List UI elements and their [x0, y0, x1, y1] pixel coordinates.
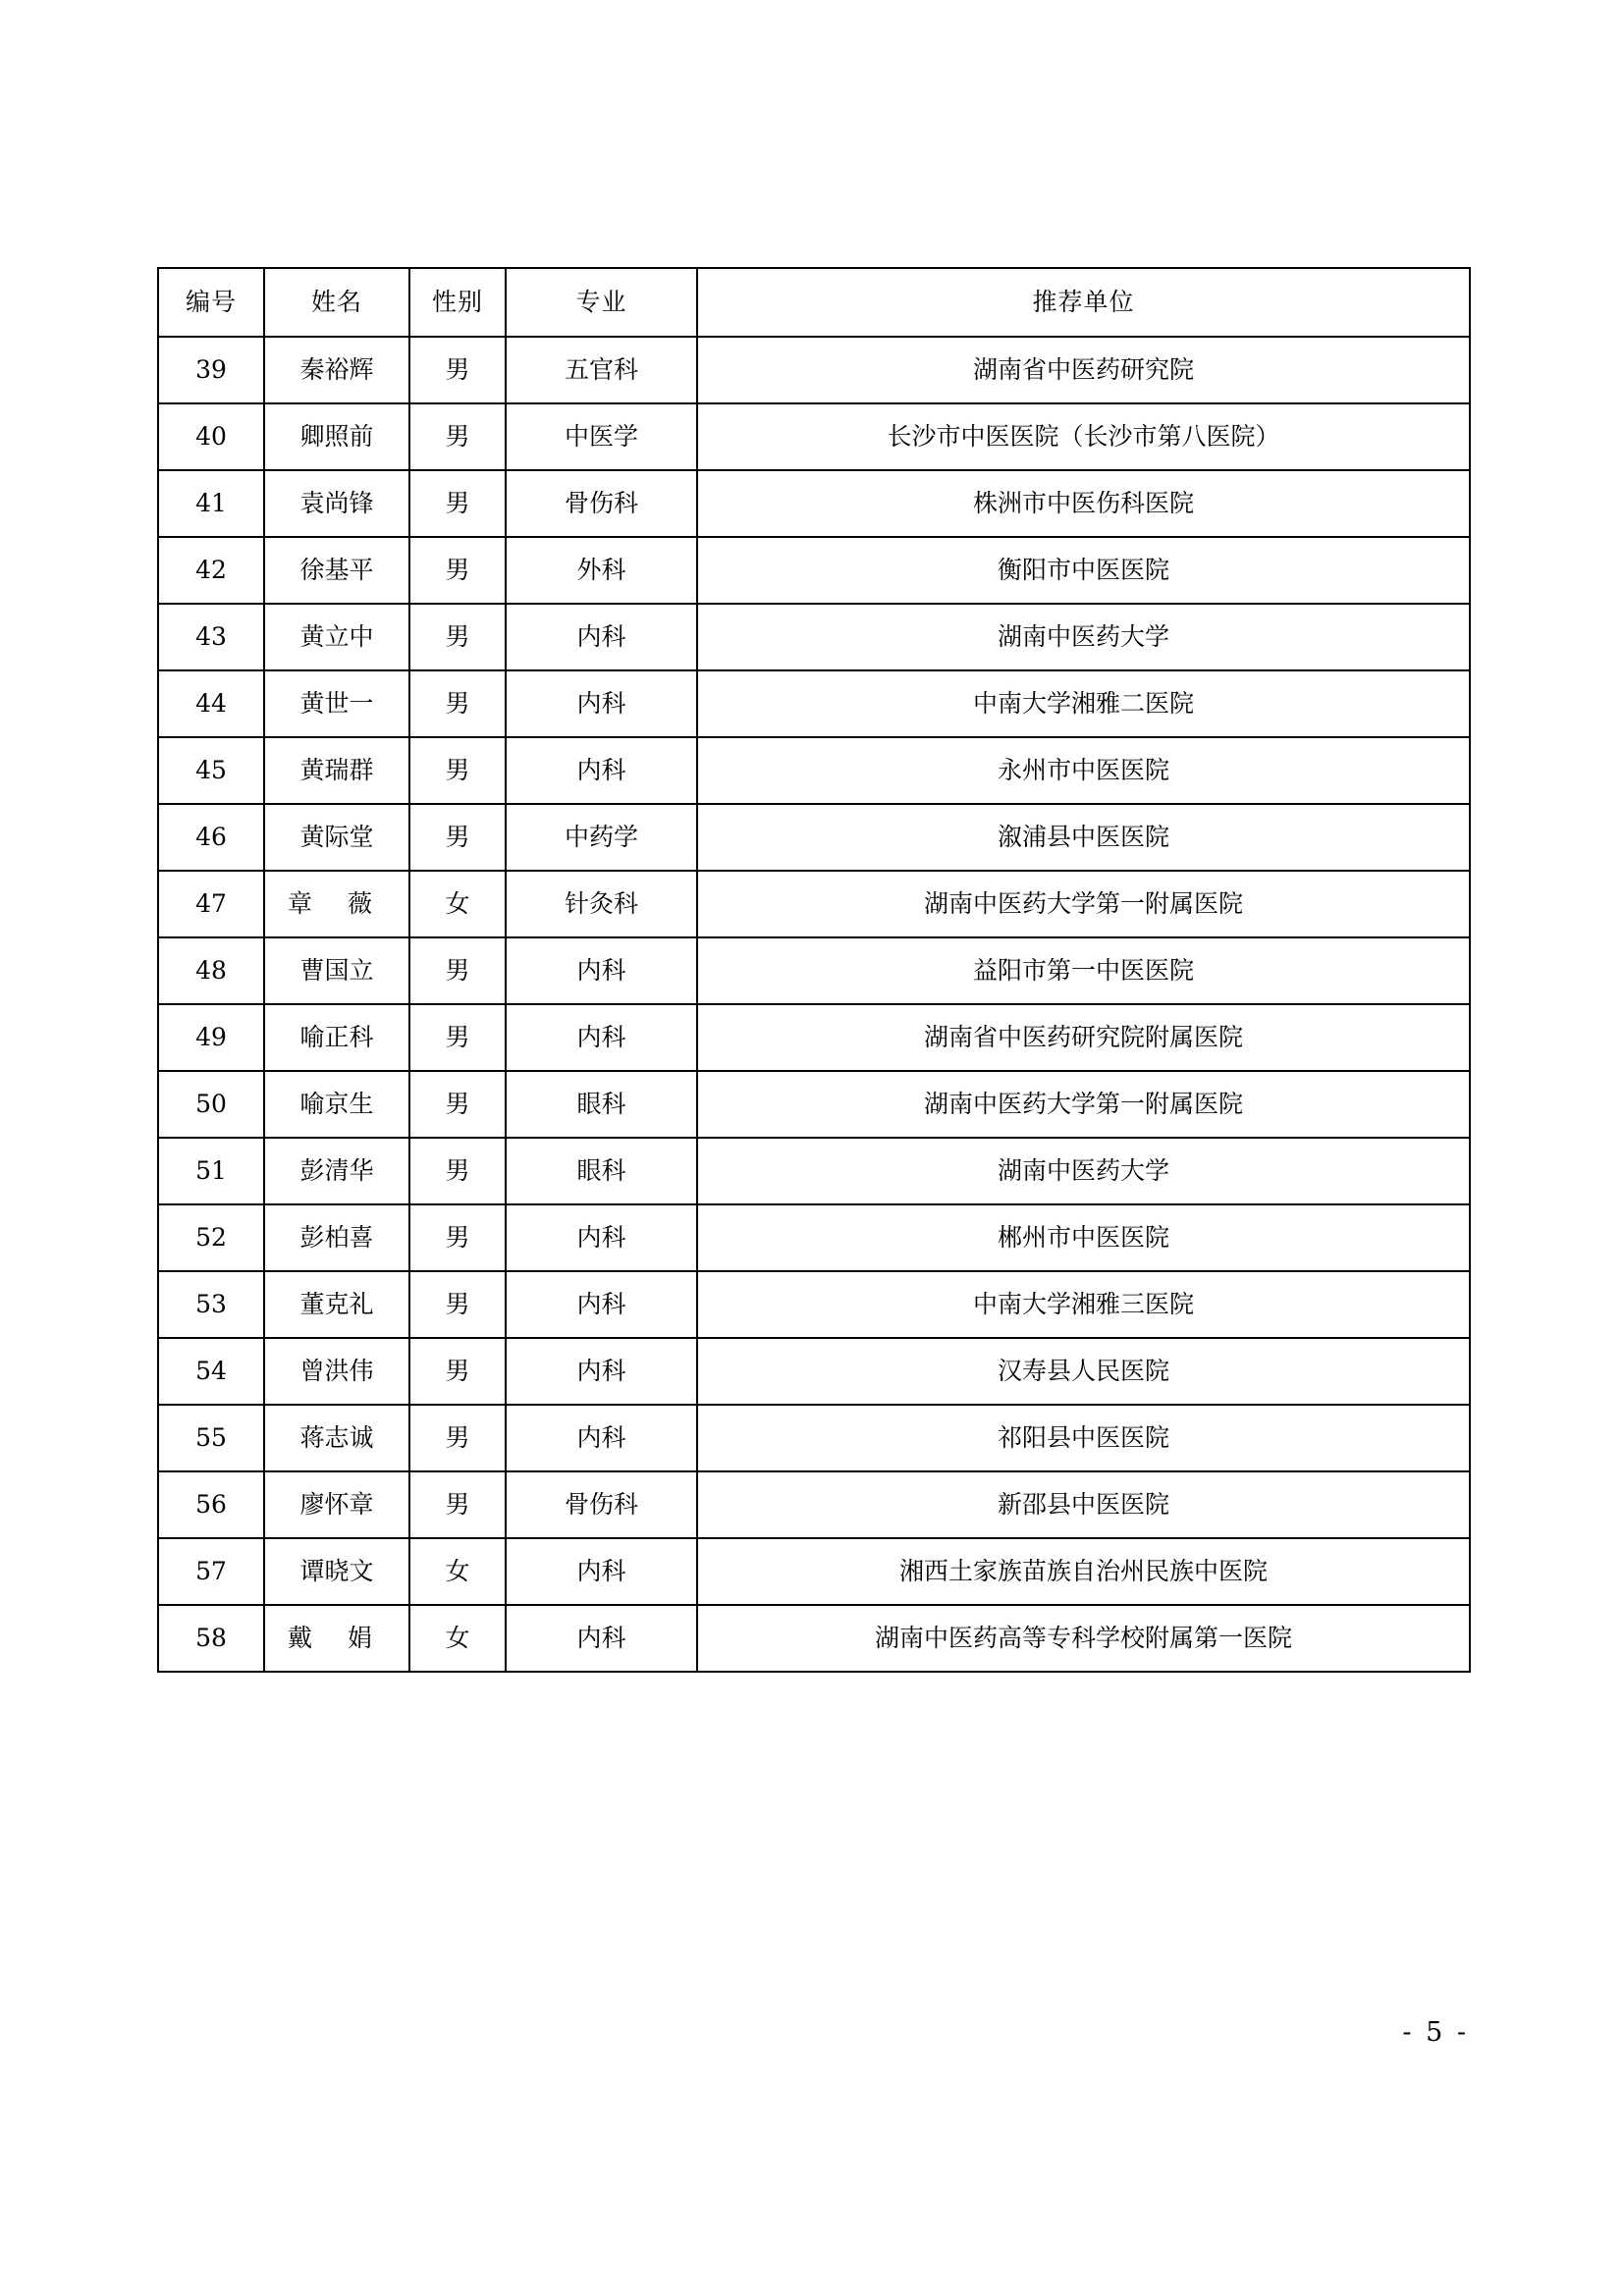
cell-sex: 男: [409, 1204, 506, 1271]
cell-id: 55: [158, 1405, 264, 1471]
cell-major: 内科: [506, 1004, 697, 1071]
cell-name: 黄世一: [264, 670, 409, 737]
table-row: [158, 737, 1470, 804]
cell-unit: 湘西土家族苗族自治州民族中医院: [697, 1538, 1470, 1605]
cell-unit: 湖南中医药大学第一附属医院: [697, 871, 1470, 937]
cell-major: 眼科: [506, 1138, 697, 1204]
cell-unit: 湖南省中医药研究院: [697, 337, 1470, 403]
table-row: [158, 1338, 1470, 1405]
cell-major: 内科: [506, 604, 697, 670]
table-row: [158, 1004, 1470, 1071]
cell-name: 秦裕辉: [264, 337, 409, 403]
cell-sex: 男: [409, 1004, 506, 1071]
table-row: [158, 937, 1470, 1004]
cell-major: 内科: [506, 1204, 697, 1271]
cell-name: 章 薇: [264, 871, 409, 937]
cell-id: 53: [158, 1271, 264, 1338]
table-header: [158, 268, 1470, 337]
cell-id: 44: [158, 670, 264, 737]
cell-name: 蒋志诚: [264, 1405, 409, 1471]
cell-name: 谭晓文: [264, 1538, 409, 1605]
cell-major: 五官科: [506, 337, 697, 403]
table-row: [158, 1538, 1470, 1605]
cell-major: 骨伤科: [506, 470, 697, 537]
cell-id: 50: [158, 1071, 264, 1138]
cell-name: 喻京生: [264, 1071, 409, 1138]
table-row: [158, 1138, 1470, 1204]
page-number: - 5 -: [1402, 2017, 1469, 2048]
cell-unit: 新邵县中医医院: [697, 1471, 1470, 1538]
cell-unit: 中南大学湘雅三医院: [697, 1271, 1470, 1338]
cell-major: 中药学: [506, 804, 697, 871]
cell-major: 内科: [506, 1405, 697, 1471]
cell-unit: 湖南中医药大学: [697, 604, 1470, 670]
cell-sex: 女: [409, 1538, 506, 1605]
cell-id: 48: [158, 937, 264, 1004]
cell-id: 47: [158, 871, 264, 937]
cell-id: 43: [158, 604, 264, 670]
cell-unit: 中南大学湘雅二医院: [697, 670, 1470, 737]
cell-sex: 男: [409, 604, 506, 670]
cell-unit: 汉寿县人民医院: [697, 1338, 1470, 1405]
cell-name: 彭柏喜: [264, 1204, 409, 1271]
cell-name: 曾洪伟: [264, 1338, 409, 1405]
cell-unit: 湖南中医药高等专科学校附属第一医院: [697, 1605, 1470, 1672]
table-row: [158, 1271, 1470, 1338]
cell-id: 46: [158, 804, 264, 871]
cell-unit: 益阳市第一中医医院: [697, 937, 1470, 1004]
cell-major: 中医学: [506, 403, 697, 470]
cell-sex: 男: [409, 1071, 506, 1138]
cell-name: 董克礼: [264, 1271, 409, 1338]
table-row: [158, 804, 1470, 871]
table-row: [158, 537, 1470, 604]
table-row: [158, 1605, 1470, 1672]
cell-sex: 女: [409, 1605, 506, 1672]
cell-sex: 男: [409, 737, 506, 804]
table-row: [158, 604, 1470, 670]
cell-sex: 男: [409, 1471, 506, 1538]
column-header-id: 编号: [158, 268, 264, 337]
cell-id: 57: [158, 1538, 264, 1605]
roster-table: [157, 267, 1471, 1673]
table-row: [158, 871, 1470, 937]
cell-sex: 男: [409, 1405, 506, 1471]
column-header-unit: 推荐单位: [697, 268, 1470, 337]
cell-sex: 男: [409, 670, 506, 737]
cell-sex: 男: [409, 403, 506, 470]
cell-id: 42: [158, 537, 264, 604]
cell-id: 54: [158, 1338, 264, 1405]
cell-major: 针灸科: [506, 871, 697, 937]
cell-id: 45: [158, 737, 264, 804]
cell-id: 58: [158, 1605, 264, 1672]
cell-unit: 株洲市中医伤科医院: [697, 470, 1470, 537]
cell-name: 廖怀章: [264, 1471, 409, 1538]
cell-unit: 衡阳市中医医院: [697, 537, 1470, 604]
cell-id: 40: [158, 403, 264, 470]
cell-id: 41: [158, 470, 264, 537]
cell-sex: 男: [409, 537, 506, 604]
table-row: [158, 1405, 1470, 1471]
cell-name: 黄际堂: [264, 804, 409, 871]
cell-unit: 湖南省中医药研究院附属医院: [697, 1004, 1470, 1071]
cell-unit: 祁阳县中医医院: [697, 1405, 1470, 1471]
table-row: [158, 670, 1470, 737]
cell-name: 曹国立: [264, 937, 409, 1004]
cell-major: 内科: [506, 670, 697, 737]
cell-id: 39: [158, 337, 264, 403]
cell-unit: 湖南中医药大学: [697, 1138, 1470, 1204]
cell-unit: 郴州市中医医院: [697, 1204, 1470, 1271]
table-row: [158, 1071, 1470, 1138]
cell-sex: 男: [409, 1138, 506, 1204]
cell-sex: 男: [409, 1338, 506, 1405]
cell-sex: 男: [409, 937, 506, 1004]
cell-major: 内科: [506, 1338, 697, 1405]
table-row: [158, 1471, 1470, 1538]
table-body: [158, 337, 1470, 1672]
cell-id: 52: [158, 1204, 264, 1271]
cell-id: 51: [158, 1138, 264, 1204]
cell-major: 内科: [506, 937, 697, 1004]
cell-name: 黄瑞群: [264, 737, 409, 804]
cell-name: 彭清华: [264, 1138, 409, 1204]
cell-unit: 湖南中医药大学第一附属医院: [697, 1071, 1470, 1138]
cell-major: 骨伤科: [506, 1471, 697, 1538]
column-header-sex: 性别: [409, 268, 506, 337]
cell-sex: 男: [409, 337, 506, 403]
table-row: [158, 337, 1470, 403]
cell-unit: 长沙市中医医院（长沙市第八医院）: [697, 403, 1470, 470]
table-row: [158, 470, 1470, 537]
column-header-name: 姓名: [264, 268, 409, 337]
cell-name: 黄立中: [264, 604, 409, 670]
table-header-row: [158, 268, 1470, 337]
roster-table-container: [157, 267, 1469, 1673]
cell-unit: 永州市中医医院: [697, 737, 1470, 804]
cell-major: 外科: [506, 537, 697, 604]
cell-unit: 溆浦县中医医院: [697, 804, 1470, 871]
cell-major: 内科: [506, 1605, 697, 1672]
cell-sex: 女: [409, 871, 506, 937]
cell-name: 徐基平: [264, 537, 409, 604]
cell-sex: 男: [409, 470, 506, 537]
cell-name: 喻正科: [264, 1004, 409, 1071]
cell-sex: 男: [409, 1271, 506, 1338]
cell-major: 内科: [506, 737, 697, 804]
cell-id: 56: [158, 1471, 264, 1538]
cell-name: 戴 娟: [264, 1605, 409, 1672]
cell-id: 49: [158, 1004, 264, 1071]
cell-major: 内科: [506, 1538, 697, 1605]
cell-major: 内科: [506, 1271, 697, 1338]
table-row: [158, 403, 1470, 470]
column-header-major: 专业: [506, 268, 697, 337]
cell-sex: 男: [409, 804, 506, 871]
cell-major: 眼科: [506, 1071, 697, 1138]
cell-name: 卿照前: [264, 403, 409, 470]
cell-name: 袁尚锋: [264, 470, 409, 537]
table-row: [158, 1204, 1470, 1271]
